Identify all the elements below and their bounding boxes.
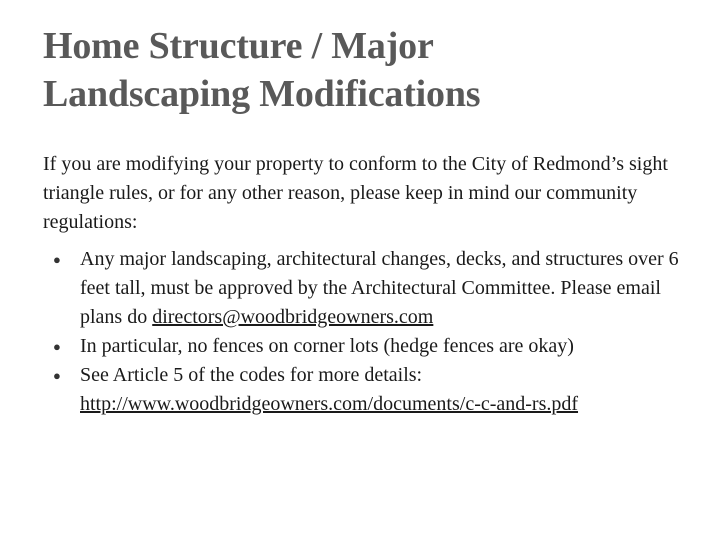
page-title — [43, 22, 680, 118]
bullet-text: Any major landscaping, architectural changes, decks, and structures over 6 feet tall, must be approved by the Architectural Committee. Please email plans do — [80, 248, 679, 328]
email-link[interactable]: directors@woodbridgeowners.com — [152, 306, 434, 328]
intro-paragraph: If you are modifying your property to conform to the City of Redmond’s sight triangle rules, or for any other reason, please keep in mind our community regulations: — [43, 153, 668, 233]
bullet-icon: ● — [53, 252, 61, 267]
title-line-1: Home Structure / Major — [43, 25, 434, 67]
list-item — [43, 245, 680, 332]
bullet-text: See Article 5 of the codes for more details: — [80, 364, 423, 386]
title-line-2: Landscaping Modifications — [43, 73, 481, 115]
bullet-list — [43, 245, 680, 419]
bullet-icon: ● — [53, 339, 61, 354]
bullet-text: In particular, no fences on corner lots (hedge fences are okay) — [80, 335, 574, 357]
list-item — [43, 361, 680, 419]
document-link[interactable]: http://www.woodbridgeowners.com/documents/c-c-and-rs.pdf — [80, 393, 579, 415]
bullet-icon: ● — [53, 368, 61, 383]
list-item — [43, 332, 680, 361]
